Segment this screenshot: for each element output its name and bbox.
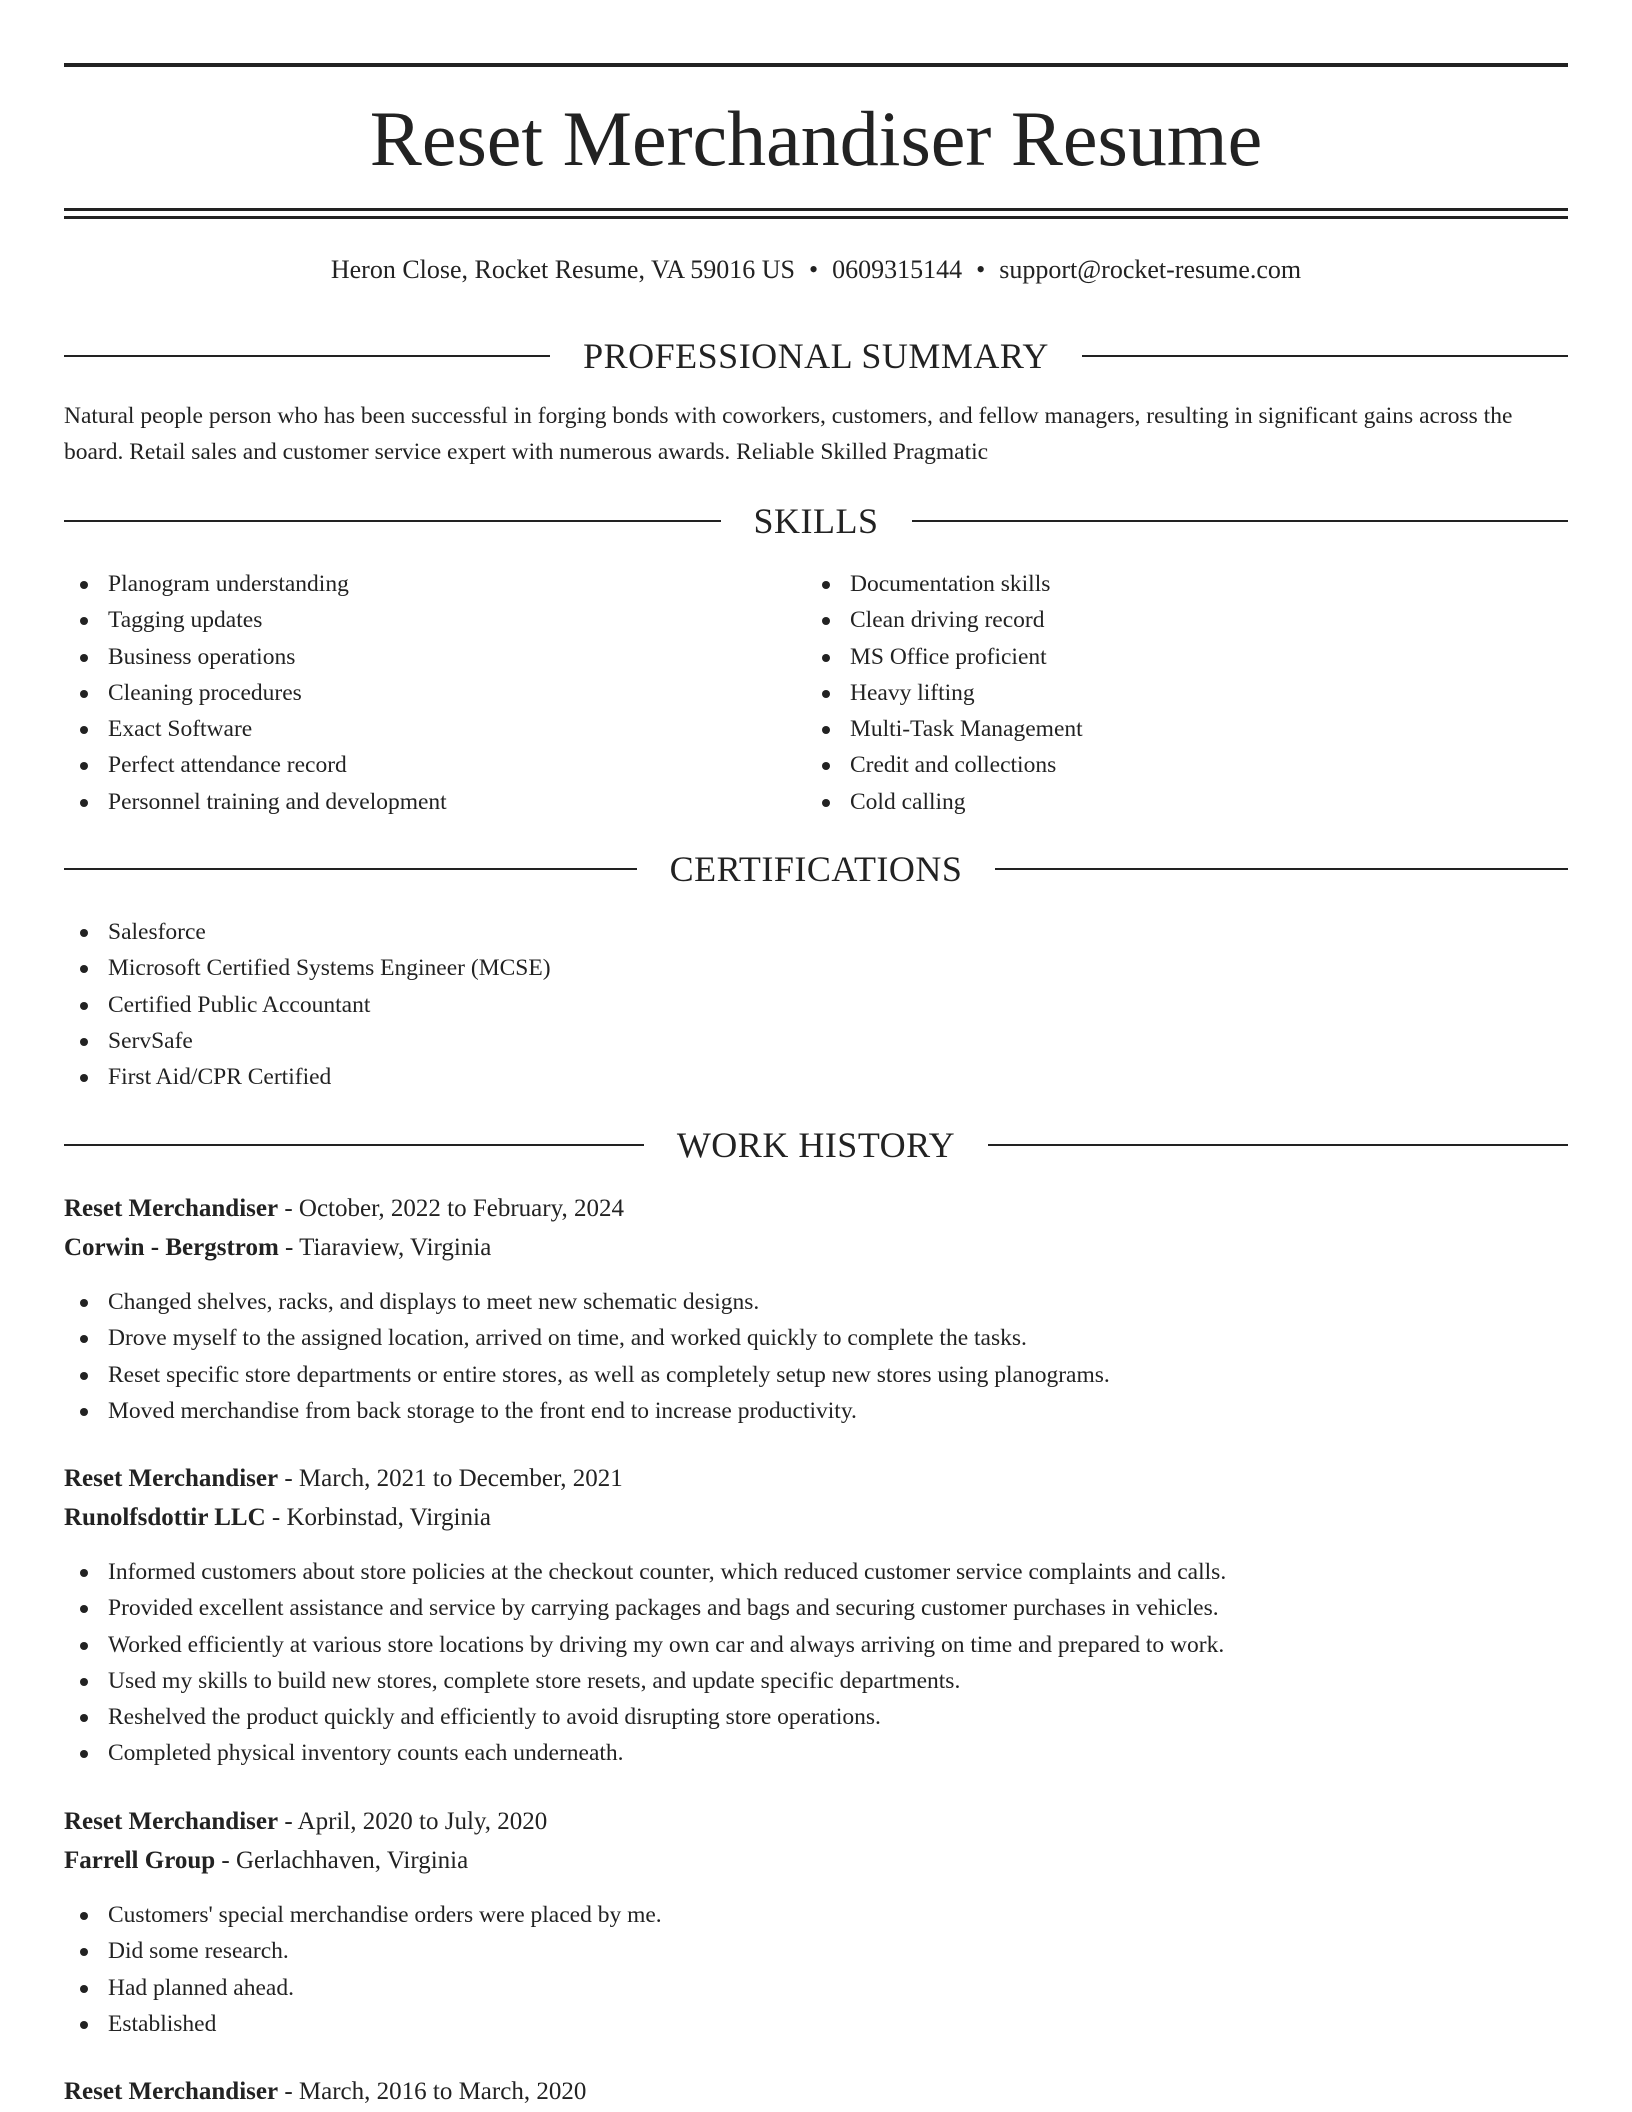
job-title: Reset Merchandiser	[64, 2078, 279, 2105]
skills-list-left	[64, 566, 764, 820]
skill-item: Clean driving record	[806, 602, 1506, 638]
skill-item: Exact Software	[64, 711, 764, 747]
job-bullet-item: Reset specific store departments or entire stores, as well as completely setup new stores using planograms.	[64, 1357, 1568, 1393]
section-heading-work-history	[64, 1121, 1568, 1169]
section-heading-summary	[64, 332, 1568, 380]
job-location: - Tiaraview, Virginia	[278, 1234, 492, 1261]
job-dates: - March, 2021 to December, 2021	[278, 1465, 623, 1492]
job-bullet-item: Moved merchandise from back storage to the front end to increase productivity.	[64, 1393, 1568, 1429]
job-bullet-item: Established	[64, 2006, 1568, 2042]
job-bullet-item: Informed customers about store policies at the checkout counter, which reduced customer service complaints and calls.	[64, 1554, 1568, 1590]
job-company-line	[64, 1842, 468, 1881]
job-bullet-item: Had planned ahead.	[64, 1970, 1568, 2006]
section-title: CERTIFICATIONS	[669, 849, 963, 889]
job-title: Reset Merchandiser	[64, 1808, 279, 1835]
contact-phone: 0609315144	[832, 255, 963, 284]
job-location: - Korbinstad, Virginia	[265, 1504, 492, 1531]
skill-item: Multi-Task Management	[806, 711, 1506, 747]
job-title: Reset Merchandiser	[64, 1465, 279, 1492]
top-rule	[64, 63, 1568, 67]
certification-item: Microsoft Certified Systems Engineer (MCSE)	[64, 950, 1568, 986]
divider-line	[64, 1144, 644, 1146]
skill-item: Business operations	[64, 639, 764, 675]
contact-separator: •	[809, 255, 819, 284]
page-title: Reset Merchandiser Resume	[369, 95, 1263, 182]
title-double-rule-lower	[64, 216, 1568, 219]
divider-line	[64, 355, 550, 357]
contact-line	[0, 252, 1632, 288]
job-bullets	[64, 1897, 1568, 2042]
certifications-list	[64, 914, 1568, 1095]
job-bullet-item: Used my skills to build new stores, complete store resets, and update specific departments.	[64, 1663, 1568, 1699]
section-title: PROFESSIONAL SUMMARY	[583, 336, 1049, 376]
contact-address: Heron Close, Rocket Resume, VA 59016 US	[330, 255, 795, 284]
divider-line	[1082, 355, 1568, 357]
section-heading-skills	[64, 497, 1568, 545]
certification-item: First Aid/CPR Certified	[64, 1059, 1568, 1095]
job-location: - Gerlachhaven, Virginia	[215, 1847, 469, 1874]
job-title-line	[64, 1460, 623, 1499]
job-bullet-item: Drove myself to the assigned location, arrived on time, and worked quickly to complete the tasks.	[64, 1320, 1568, 1356]
skill-item: Cleaning procedures	[64, 675, 764, 711]
skill-item: Tagging updates	[64, 602, 764, 638]
job-bullet-item: Completed physical inventory counts each underneath.	[64, 1735, 1568, 1771]
skill-item: MS Office proficient	[806, 639, 1506, 675]
job-company-line	[64, 1229, 491, 1268]
skill-item: Personnel training and development	[64, 784, 764, 820]
job-dates: - April, 2020 to July, 2020	[278, 1808, 548, 1835]
job-title: Reset Merchandiser	[64, 1195, 279, 1222]
skill-item: Perfect attendance record	[64, 747, 764, 783]
skill-item: Credit and collections	[806, 747, 1506, 783]
divider-line	[988, 1144, 1568, 1146]
job-dates: - October, 2022 to February, 2024	[278, 1195, 624, 1222]
divider-line	[995, 868, 1568, 870]
job-title-line	[64, 1190, 624, 1229]
job-bullet-item: Did some research.	[64, 1933, 1568, 1969]
job-bullet-item: Provided excellent assistance and service by carrying packages and bags and securing customer purchases in vehicles.	[64, 1590, 1568, 1626]
section-title: SKILLS	[753, 501, 879, 541]
skill-item: Heavy lifting	[806, 675, 1506, 711]
divider-line	[912, 520, 1569, 522]
skill-item: Planogram understanding	[64, 566, 764, 602]
divider-line	[64, 520, 721, 522]
job-bullet-item: Changed shelves, racks, and displays to meet new schematic designs.	[64, 1284, 1568, 1320]
job-bullet-item: Worked efficiently at various store locations by driving my own car and always arriving on time and prepared to work.	[64, 1627, 1568, 1663]
job-bullets	[64, 1554, 1568, 1772]
title-double-rule-upper	[64, 208, 1568, 211]
section-title: WORK HISTORY	[676, 1125, 956, 1165]
certification-item: ServSafe	[64, 1023, 1568, 1059]
job-bullet-item: Customers' special merchandise orders were placed by me.	[64, 1897, 1568, 1933]
summary-text: Natural people person who has been successful in forging bonds with coworkers, customers, and fellow managers, resulting in significant gains across the board. Retail sales and customer service expert with numerous awards. Reliable Skilled Pragmatic	[64, 403, 1513, 465]
job-company: Corwin - Bergstrom	[64, 1234, 279, 1261]
job-company: Farrell Group	[64, 1847, 216, 1874]
contact-email[interactable]: support@rocket-resume.com	[999, 255, 1302, 284]
certification-item: Certified Public Accountant	[64, 987, 1568, 1023]
skill-item: Documentation skills	[806, 566, 1506, 602]
job-title-line	[64, 1803, 547, 1842]
skills-list-right	[806, 566, 1506, 820]
contact-separator: •	[976, 255, 986, 284]
skill-item: Cold calling	[806, 784, 1506, 820]
divider-line	[64, 868, 637, 870]
job-bullet-item: Reshelved the product quickly and efficiently to avoid disrupting store operations.	[64, 1699, 1568, 1735]
job-dates: - March, 2016 to March, 2020	[278, 2078, 587, 2105]
job-company-line	[64, 1499, 491, 1538]
certification-item: Salesforce	[64, 914, 1568, 950]
section-heading-certifications	[64, 845, 1568, 893]
job-company: Runolfsdottir LLC	[64, 1504, 266, 1531]
job-bullets	[64, 1284, 1568, 1429]
job-title-line	[64, 2073, 586, 2112]
